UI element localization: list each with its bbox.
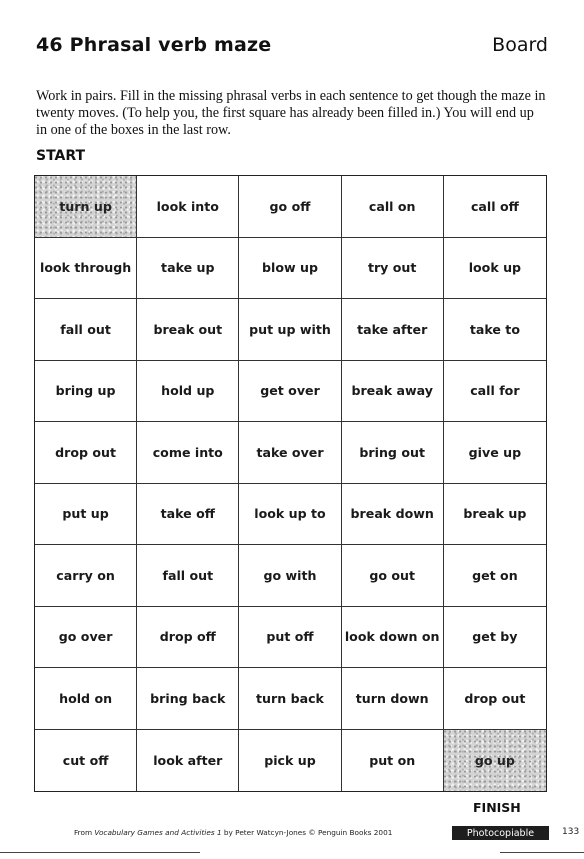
maze-cell — [444, 238, 546, 300]
maze-cell — [444, 668, 546, 730]
maze-cell — [239, 299, 341, 361]
maze-cell-label: call off — [470, 198, 519, 214]
maze-cell — [239, 361, 341, 423]
credit-prefix: From — [74, 828, 95, 837]
maze-cell — [444, 730, 546, 792]
maze-cell — [239, 545, 341, 607]
page-number: 133 — [562, 827, 580, 837]
maze-cell-label: put off — [266, 629, 314, 645]
maze-cell — [444, 361, 546, 423]
maze-cell — [342, 176, 444, 238]
maze-cell — [35, 299, 137, 361]
maze-cell — [137, 422, 239, 484]
maze-cell-label: give up — [468, 444, 522, 460]
maze-cell-label: fall out — [60, 321, 111, 337]
maze-cell — [137, 484, 239, 546]
maze-cell-label: look through — [40, 260, 132, 276]
maze-cell — [35, 668, 137, 730]
maze-cell-label: take over — [256, 444, 324, 460]
maze-cell-label: fall out — [162, 567, 214, 583]
maze-cell-label: break out — [153, 321, 223, 337]
maze-cell — [342, 545, 444, 607]
maze-cell — [137, 545, 239, 607]
maze-cell — [35, 422, 137, 484]
maze-cell-label: turn up — [59, 198, 112, 214]
maze-cell-label: bring up — [55, 383, 116, 399]
maze-cell-label: go up — [474, 752, 515, 768]
maze-cell — [444, 422, 546, 484]
maze-cell-label: drop out — [464, 690, 526, 706]
maze-cell — [342, 484, 444, 546]
maze-cell — [239, 238, 341, 300]
maze-cell — [342, 422, 444, 484]
maze-cell-label: try out — [367, 260, 417, 276]
maze-cell-label: break down — [350, 506, 434, 522]
maze-cell — [137, 238, 239, 300]
maze-cell-label: put up with — [249, 321, 331, 337]
maze-cell — [342, 607, 444, 669]
maze-cell-label: look up to — [254, 506, 326, 522]
maze-cell-label: put on — [369, 752, 416, 768]
footer-credit — [74, 828, 392, 837]
maze-cell-label: blow up — [262, 260, 318, 276]
maze-cell — [444, 484, 546, 546]
bottom-rule-left — [0, 852, 200, 853]
finish-label: FINISH — [473, 800, 521, 815]
maze-cell-label: get over — [260, 383, 320, 399]
maze-cell — [35, 545, 137, 607]
maze-cell — [444, 299, 546, 361]
maze-cell-label: take to — [469, 321, 520, 337]
start-label: START — [36, 148, 86, 164]
maze-cell-label: call for — [470, 383, 520, 399]
bottom-rule-right — [500, 852, 584, 853]
maze-cell — [35, 484, 137, 546]
maze-cell — [35, 607, 137, 669]
maze-cell-label: drop off — [159, 629, 216, 645]
maze-cell-label: break away — [351, 383, 433, 399]
maze-cell — [137, 176, 239, 238]
maze-cell — [35, 238, 137, 300]
maze-cell — [239, 422, 341, 484]
maze-cell — [35, 176, 137, 238]
maze-cell-label: cut off — [62, 752, 109, 768]
maze-cell — [137, 607, 239, 669]
maze-cell-label: carry on — [56, 567, 115, 583]
maze-cell-label: call on — [368, 198, 416, 214]
instructions-text: Work in pairs. Fill in the missing phrasal verbs in each sentence to get though the maze in twenty moves. (To help you, the first square has already been filled in.) You will end up in one of the boxes in the last row. — [36, 88, 546, 138]
maze-cell — [342, 361, 444, 423]
maze-cell-label: bring out — [359, 444, 425, 460]
maze-cell-label: look after — [153, 752, 223, 768]
maze-cell-label: take after — [357, 321, 428, 337]
maze-cell-label: go off — [269, 198, 311, 214]
credit-book-title: Vocabulary Games and Activities 1 — [94, 828, 222, 837]
maze-cell-label: take up — [161, 260, 215, 276]
maze-cell-label: turn down — [355, 690, 429, 706]
page-title: 46 Phrasal verb maze — [36, 34, 272, 56]
maze-cell-label: put up — [62, 506, 109, 522]
maze-cell — [35, 730, 137, 792]
maze-cell — [342, 299, 444, 361]
maze-cell-label: get on — [472, 567, 518, 583]
maze-cell — [444, 545, 546, 607]
maze-cell-label: look up — [468, 260, 522, 276]
maze-cell-label: take off — [160, 506, 215, 522]
maze-cell — [239, 607, 341, 669]
maze-cell-label: look into — [156, 198, 219, 214]
maze-cell-label: go out — [369, 567, 416, 583]
maze-cell — [342, 238, 444, 300]
maze-cell — [137, 361, 239, 423]
maze-cell-label: come into — [152, 444, 223, 460]
page-header — [36, 34, 548, 62]
maze-cell-label: look down on — [344, 629, 440, 645]
maze-cell — [342, 730, 444, 792]
maze-cell — [444, 607, 546, 669]
maze-grid — [34, 175, 547, 792]
maze-cell — [239, 484, 341, 546]
maze-cell — [137, 299, 239, 361]
maze-cell-label: get by — [472, 629, 518, 645]
maze-cell — [342, 668, 444, 730]
maze-cell-label: bring back — [150, 690, 226, 706]
maze-cell-label: turn back — [256, 690, 324, 706]
maze-cell — [239, 730, 341, 792]
maze-cell-label: go with — [263, 567, 317, 583]
maze-cell-label: hold on — [59, 690, 113, 706]
maze-cell-label: drop out — [55, 444, 117, 460]
maze-cell — [444, 176, 546, 238]
maze-cell-label: go over — [58, 629, 113, 645]
section-label: Board — [492, 34, 548, 56]
maze-cell-label: pick up — [264, 752, 316, 768]
maze-cell — [137, 668, 239, 730]
maze-cell — [239, 176, 341, 238]
maze-cell-label: break up — [463, 506, 527, 522]
maze-cell — [239, 668, 341, 730]
photocopiable-badge: Photocopiable — [452, 826, 549, 840]
credit-suffix: by Peter Watcyn-Jones © Penguin Books 2001 — [221, 828, 393, 837]
maze-cell — [35, 361, 137, 423]
maze-cell — [137, 730, 239, 792]
maze-cell-label: hold up — [161, 383, 215, 399]
